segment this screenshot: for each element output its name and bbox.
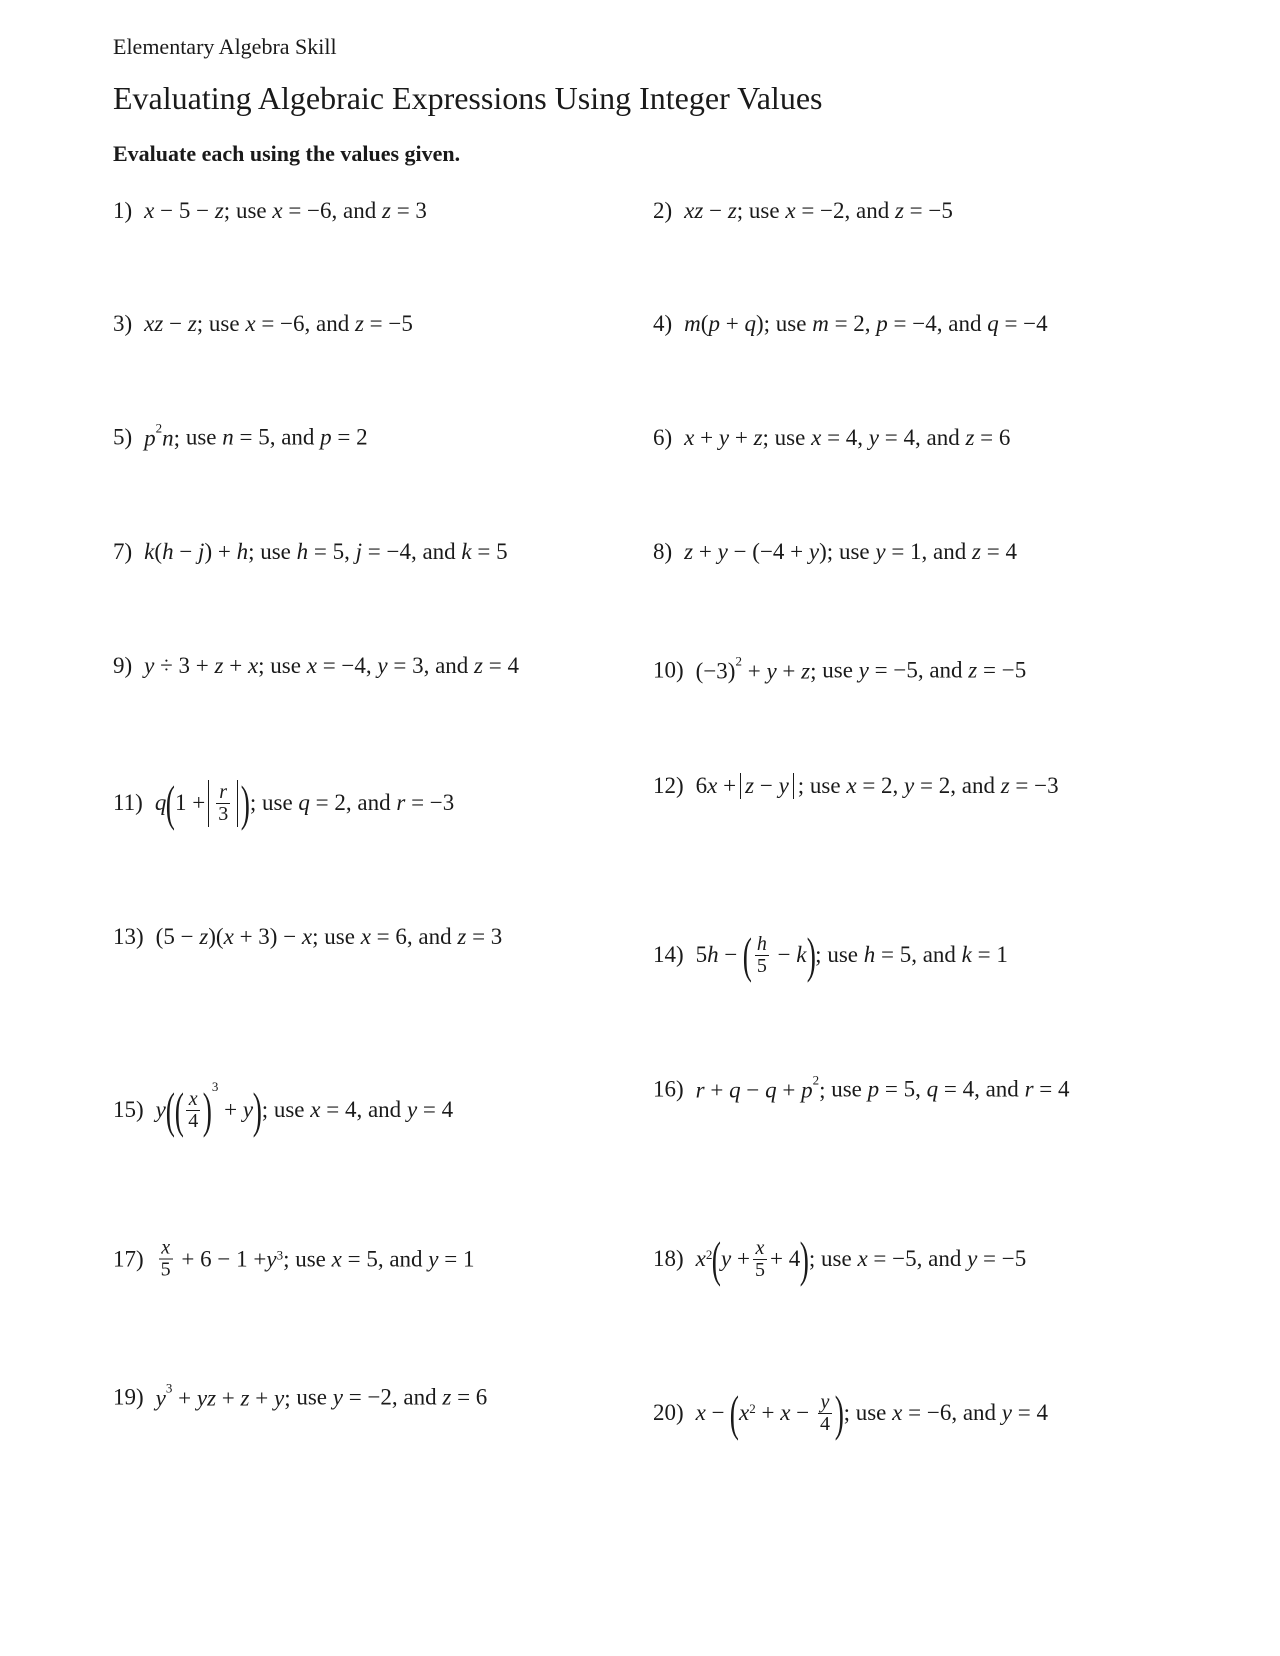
problem-expression: xz − z; (144, 311, 209, 336)
problem-12 (653, 773, 1059, 799)
problem-expression: $(-3)^2 + y + z$; (695, 653, 823, 684)
problem-values: use x = −5, and y = −5 (821, 1246, 1027, 1271)
problem-number: 7) (113, 539, 133, 564)
problem-values: use x = −6, and y = 4 (855, 1400, 1048, 1425)
problem-values: use x = −6, and z = 3 (235, 198, 427, 223)
problem-values: use x = −2, and z = −5 (748, 198, 953, 223)
problem-values: use m = 2, p = −4, and q = −4 (775, 311, 1048, 336)
problem-values: use y = −5, and z = −5 (822, 658, 1027, 683)
problem-number: 1) (113, 198, 133, 223)
problem-number: 3) (113, 311, 133, 336)
problem-expression: $p^2n$; (144, 420, 186, 451)
problem-number: 2) (653, 198, 673, 223)
problem-values: use h = 5, and k = 1 (827, 942, 1008, 967)
problem-values: use x = −4, y = 3, and z = 4 (270, 653, 519, 678)
worksheet-instructions: Evaluate each using the values given. (113, 141, 461, 166)
problem-11 (113, 775, 455, 831)
problem-values: use x = 6, and z = 3 (324, 924, 503, 949)
problem-values: use x = 4, y = 4, and z = 6 (774, 425, 1011, 450)
problem-expression: x − 5 − z; (144, 198, 236, 223)
problem-expression: $r + q - q + p^2$; (695, 1072, 832, 1103)
problem-expression: q ( 1 + $\frac{r}{3}$ ) ; (154, 775, 262, 831)
problem-8 (653, 539, 1017, 565)
problem-9 (113, 653, 519, 679)
problem-1 (113, 198, 427, 224)
problem-7 (113, 539, 508, 565)
problem-expression: x $^2$ ( y + $\frac{x}{5}$ + 4 ) ; (695, 1231, 822, 1287)
problem-number: 18) (653, 1246, 684, 1271)
problem-expression: 6 x + z − y ; (695, 773, 810, 798)
worksheet-subject: Elementary Algebra Skill (113, 34, 337, 59)
problem-number: 10) (653, 658, 684, 683)
problem-14 (653, 927, 1008, 983)
problem-values: use x = 2, y = 2, and z = −3 (809, 773, 1059, 798)
problem-20 (653, 1385, 1048, 1441)
worksheet-title: Evaluating Algebraic Expressions Using Integer Values (113, 80, 823, 116)
problem-expression: y ÷ 3 + z + x; (144, 653, 271, 678)
problem-values: use x = 4, and y = 4 (273, 1097, 454, 1122)
problem-17 (113, 1238, 474, 1281)
problem-values: use y = −2, and z = 6 (296, 1385, 488, 1410)
problem-number: 9) (113, 653, 133, 678)
problem-16 (653, 1072, 1070, 1104)
problem-expression: xz − z; (684, 198, 749, 223)
problem-values: use p = 5, q = 4, and r = 4 (831, 1077, 1070, 1102)
problem-10 (653, 653, 1027, 685)
problem-expression: y ( ( $\frac{x}{4}$ ) 3 + y ) ; (155, 1079, 274, 1138)
problem-number: 15) (113, 1097, 144, 1122)
problem-expression: k(h − j) + h; (144, 539, 261, 564)
problem-expression: (5 − z)(x + 3) − x; (155, 924, 325, 949)
problem-number: 12) (653, 773, 684, 798)
problem-expression: 5 h − ( $\frac{h}{5}$ − k ) ; (695, 927, 828, 983)
problem-expression: x − ( x $^2$ + x − $\frac{y}{4}$ ) ; (695, 1385, 856, 1441)
problem-number: 20) (653, 1400, 684, 1425)
problem-values: use x = 5, and y = 1 (295, 1246, 475, 1271)
problem-expression: $\frac{x}{5}$ + 6 − 1 + y $^3$ ; (160, 1236, 296, 1281)
problem-number: 13) (113, 924, 144, 949)
problem-5 (113, 420, 368, 452)
problem-13 (113, 924, 502, 950)
problem-expression: x + y + z; (684, 425, 775, 450)
problem-number: 14) (653, 942, 684, 967)
problem-6 (653, 425, 1010, 451)
problem-number: 11) (113, 790, 143, 815)
problem-18 (653, 1231, 1027, 1287)
problem-2 (653, 198, 953, 224)
problem-expression: $y^3$ + yz + z + y; (155, 1380, 297, 1411)
problem-values: use q = 2, and r = −3 (262, 790, 455, 815)
problem-3 (113, 311, 413, 337)
problem-number: 5) (113, 425, 133, 450)
problem-number: 17) (113, 1246, 144, 1271)
problem-expression: z + y − (−4 + y); (684, 539, 839, 564)
problem-15 (113, 1079, 454, 1138)
problem-number: 6) (653, 425, 673, 450)
problem-4 (653, 311, 1048, 337)
problem-values: use n = 5, and p = 2 (185, 425, 368, 450)
problem-values: use h = 5, j = −4, and k = 5 (260, 539, 508, 564)
problem-number: 16) (653, 1077, 684, 1102)
problem-number: 8) (653, 539, 673, 564)
problem-values: use x = −6, and z = −5 (208, 311, 413, 336)
problem-19 (113, 1380, 488, 1412)
problem-number: 19) (113, 1385, 144, 1410)
problem-expression: m(p + q); (684, 311, 776, 336)
problem-number: 4) (653, 311, 673, 336)
problem-values: use y = 1, and z = 4 (838, 539, 1017, 564)
